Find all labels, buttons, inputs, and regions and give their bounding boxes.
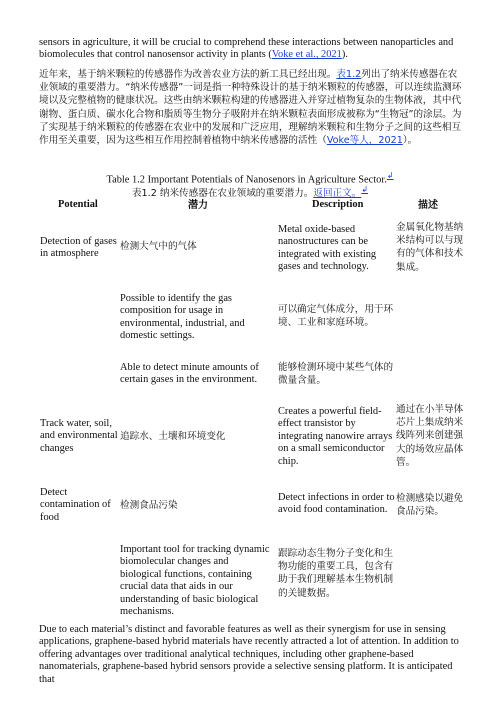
table-cell-description-zh: 通过在小半导体芯片上集成纳米线阵列来创建强大的场效应晶体管。 bbox=[396, 404, 464, 468]
citation-link-zh[interactable]: Voke等人，2021 bbox=[326, 135, 403, 147]
table-cell-potential: Detect contamination of food bbox=[40, 487, 111, 523]
return-arrow-icon[interactable]: ↲ bbox=[386, 171, 394, 180]
paragraph-en-top bbox=[39, 37, 463, 62]
table-ref-link[interactable]: 表1.2 bbox=[336, 69, 362, 80]
table-cell-potential: Track water, soil, and environmental changes bbox=[40, 418, 118, 454]
table-cell-description: Able to detect minute amounts of certain gases in the environment. bbox=[120, 362, 259, 386]
caption-text: Table 1.2 Important Potentials of Nanosenors in Agriculture Sector. bbox=[106, 174, 387, 186]
caption-text-zh: 表1.2 纳米传感器在农业领域的重要潜力。 bbox=[131, 188, 314, 200]
table-cell-description-zh: 检测感染以避免食品污染。 bbox=[396, 493, 464, 518]
table-cell-description-zh: 能够检测环境中某些气体的微量含量。 bbox=[278, 362, 394, 387]
paragraph-text: sensors in agriculture, it will be crucial to comprehend these interactions between nanoparticles and biomolecules that control nanosensor activity in plants ( bbox=[39, 37, 454, 61]
table-cell-description-zh: 可以确定气体成分，用于环境、工业和家庭环境。 bbox=[278, 304, 394, 329]
return-arrow-icon-zh[interactable]: ↲ bbox=[361, 185, 369, 194]
table-cell-description: Possible to identify the gas composition for usage in environmental, industrial, and domestic settings. bbox=[120, 293, 245, 342]
back-to-text-link[interactable]: 返回正文。 bbox=[313, 188, 362, 200]
header-description: Description bbox=[312, 199, 364, 210]
table-cell-description: Detect infections in order to avoid food contamination. bbox=[278, 492, 395, 516]
header-description-zh: 描述 bbox=[418, 200, 438, 211]
table-caption-zh bbox=[0, 183, 500, 200]
header-potential-zh: 潜力 bbox=[188, 200, 208, 211]
paragraph-text-2: 列出了纳米传感器在农业领域的重要潜力。“纳米传感器”一词是指一种特殊设计的基于纳米颗粒的传感器，可以连续监测环境以及完整植物的健康状况。这些由纳米颗粒构建的传感器进入并穿过植物复杂的生物体液，其中代谢物、蛋白质、碳水化合物和脂质等生物分子吸附并在纳米颗粒表面形成被称为“生物冠”的涂层。为了实现基于纳米颗粒的传感器在农业中的发展和广泛应用，理解纳米颗粒和生物分子之间的这些相互作用至关重要，因为这些相互作用控制着植物中纳米传感器的活性（ bbox=[39, 69, 462, 147]
table-cell-description-zh: 金属氧化物基纳米结构可以与现有的气体和技术集成。 bbox=[396, 222, 464, 273]
paragraph-end: ). bbox=[341, 49, 348, 61]
table-cell-potential-zh: 检测食品污染 bbox=[120, 500, 178, 511]
table-cell-potential: Detection of gases in atmosphere bbox=[40, 236, 117, 260]
table-cell-description-zh: 跟踪动态生物分子变化和生物功能的重要工具，包含有助于我们理解基本生物机制的关键数据。 bbox=[278, 548, 394, 599]
header-potential: Potential bbox=[58, 199, 98, 210]
paragraph-end-zh: ）。 bbox=[402, 135, 418, 147]
table-cell-description: Important tool for tracking dynamic biomolecular changes and biological functions, containing crucial data that aids in our understanding of basic biological mechanisms. bbox=[120, 544, 270, 618]
table-cell-potential-zh: 检测大气中的气体 bbox=[120, 241, 197, 252]
paragraph-zh bbox=[39, 68, 463, 147]
table-cell-description: Metal oxide-based nanostructures can be integrated with existing gases and technology. bbox=[278, 224, 377, 273]
table-cell-potential-zh: 追踪水、土壤和环境变化 bbox=[120, 431, 226, 442]
paragraph-text-1: 近年来，基于纳米颗粒的传感器作为改善农业方法的新工具已经出现。 bbox=[39, 69, 337, 80]
table-cell-description: Creates a powerful field-effect transistor by integrating nanowire arrays on a small semiconductor chip. bbox=[278, 406, 393, 467]
citation-link[interactable]: Voke et al., 2021 bbox=[271, 49, 342, 61]
paragraph-en-bottom: Due to each material’s distinct and favorable features as well as their synergism for use in sensing applications, graphene-based hybrid materials have recently attracted a lot of attention. In addition to offering advantages over traditional analytical techniques, including other graphene-based nanomaterials, graphene-based hybrid sensors provide a selective sensing platform. It is anticipated that bbox=[39, 624, 459, 685]
